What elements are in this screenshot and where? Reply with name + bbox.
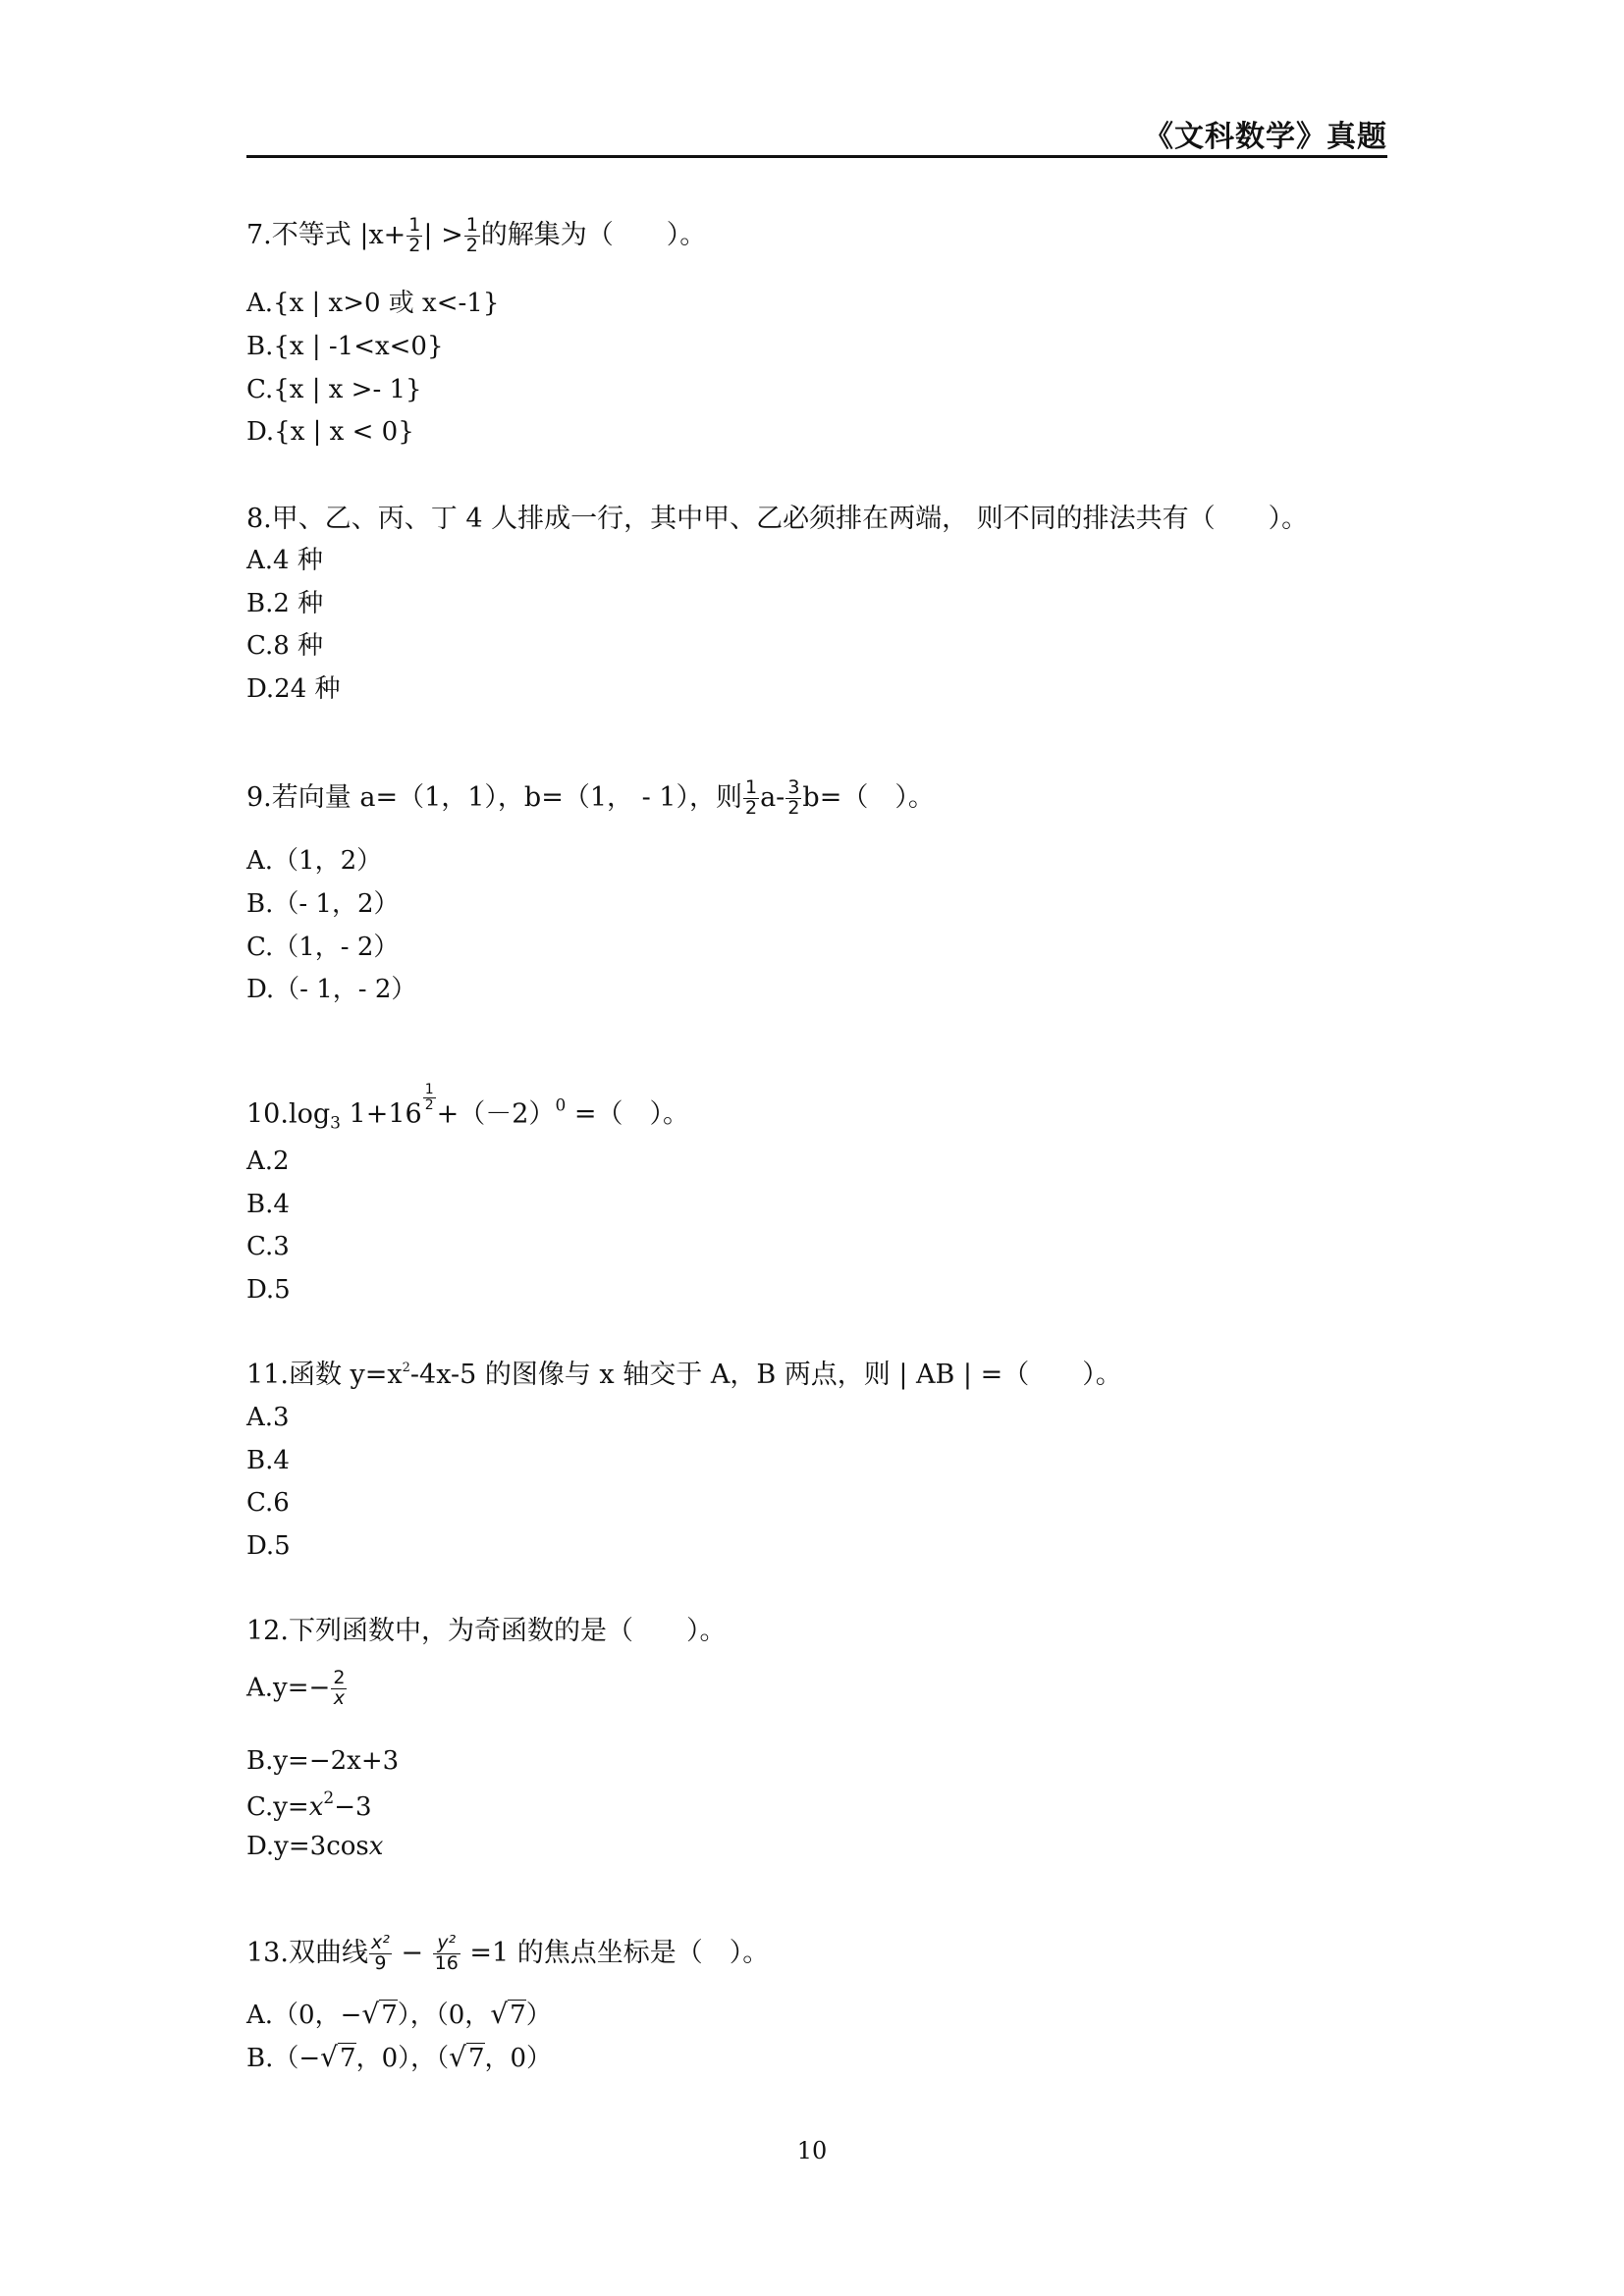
q7-option-a: A.{x | x>0 或 x<-1} <box>246 289 500 318</box>
q7-fraction-2: $\frac{1}{2}$ <box>465 214 478 256</box>
q11-sup: 2 <box>402 1361 410 1375</box>
q10-option-b: B.4 <box>246 1190 290 1219</box>
q12-optA-fraction: $\frac{2}{x}$ <box>333 1667 346 1709</box>
q9-option-d: D.（- 1，- 2） <box>246 975 417 1004</box>
q10-part2: 1+16 <box>340 1098 422 1130</box>
q7-middle: | > <box>423 219 463 250</box>
q13-option-b: B.（−√7，0），（√7，0） <box>246 2041 553 2073</box>
q9-mid: a- <box>760 781 785 813</box>
q9-fraction-1: $\frac{1}{2}$ <box>744 776 758 819</box>
q12-option-d: D.y=3cosx <box>246 1832 384 1861</box>
question-10 <box>246 1083 689 1134</box>
q9-option-b: B.（- 1，2） <box>246 889 400 919</box>
q10-part3: +（－2） <box>436 1098 556 1130</box>
q8-option-c: C.8 种 <box>246 631 324 661</box>
question-9 <box>246 778 935 819</box>
q7-option-d: D.{x | x < 0} <box>246 417 414 447</box>
q10-option-c: C.3 <box>246 1232 290 1261</box>
q13-option-a: A.（0，−√7），（0，√7） <box>246 1998 552 2030</box>
q11-suffix: -4x-5 的图像与 x 轴交于 A，B 两点，则 | AB | =（ ）。 <box>409 1360 1122 1390</box>
page-number: 10 <box>796 2137 828 2164</box>
q10-option-d: D.5 <box>246 1275 291 1305</box>
q8-option-b: B.2 种 <box>246 589 324 618</box>
q11-option-c: C.6 <box>246 1488 290 1518</box>
q10-log-base: 3 <box>330 1113 341 1134</box>
q10-exponent: $\frac{1}{2}$ <box>424 1082 434 1113</box>
q13-minus: − <box>392 1937 432 1968</box>
q13-suffix: =1 的焦点坐标是（ ）。 <box>460 1937 770 1968</box>
page-header-title: 《文科数学》真题 <box>1144 120 1387 154</box>
q8-option-d: D.24 种 <box>246 674 341 704</box>
q7-prefix: 7.不等式 |x+ <box>246 219 406 250</box>
q11-option-a: A.3 <box>246 1403 290 1432</box>
q10-option-a: A.2 <box>246 1147 290 1176</box>
q13-prefix: 13.双曲线 <box>246 1937 368 1968</box>
q11-option-b: B.4 <box>246 1446 290 1475</box>
q11-prefix: 11.函数 y=x <box>246 1360 403 1390</box>
q10-prefix: 10.log <box>246 1098 331 1130</box>
question-11 <box>246 1360 1122 1391</box>
q7-fraction-1: $\frac{1}{2}$ <box>408 214 421 256</box>
q11-option-d: D.5 <box>246 1531 291 1561</box>
q8-option-a: A.4 种 <box>246 546 323 575</box>
q10-suffix: =（ ）。 <box>566 1098 689 1130</box>
q9-prefix: 9.若向量 a=（1，1），b=（1， - 1），则 <box>246 781 742 813</box>
q9-fraction-2: $\frac{3}{2}$ <box>787 776 800 819</box>
question-13 <box>246 1934 769 1974</box>
q12-option-a: A.y=− $\frac{2}{x}$ <box>246 1667 346 1709</box>
q10-sup: 0 <box>555 1095 567 1116</box>
question-8: 8.甲、乙、丙、丁 4 人排成一行，其中甲、乙必须排在两端， 则不同的排法共有（ ）。 <box>246 504 1309 534</box>
question-12: 12.下列函数中，为奇函数的是（ ）。 <box>246 1616 727 1646</box>
q7-suffix: 的解集为（ ）。 <box>480 219 707 250</box>
header-rule <box>246 155 1387 158</box>
q12-option-c: $C.y=x^2-3$ <box>246 1789 372 1822</box>
q9-option-c: C.（1，- 2） <box>246 933 400 962</box>
question-7 <box>246 216 706 256</box>
q9-suffix: b=（ ）。 <box>802 781 935 813</box>
q9-option-a: A.（1，2） <box>246 846 383 876</box>
q13-fraction-2: $\frac{\text{y²}}{16}$ <box>434 1932 459 1974</box>
q7-option-b: B.{x | -1<x<0} <box>246 332 444 361</box>
q7-option-c: C.{x | x >- 1} <box>246 375 422 404</box>
q13-fraction-1: $\frac{\text{x²}}{9}$ <box>370 1932 390 1974</box>
q12-option-b: B.y=−2x+3 <box>246 1746 400 1776</box>
